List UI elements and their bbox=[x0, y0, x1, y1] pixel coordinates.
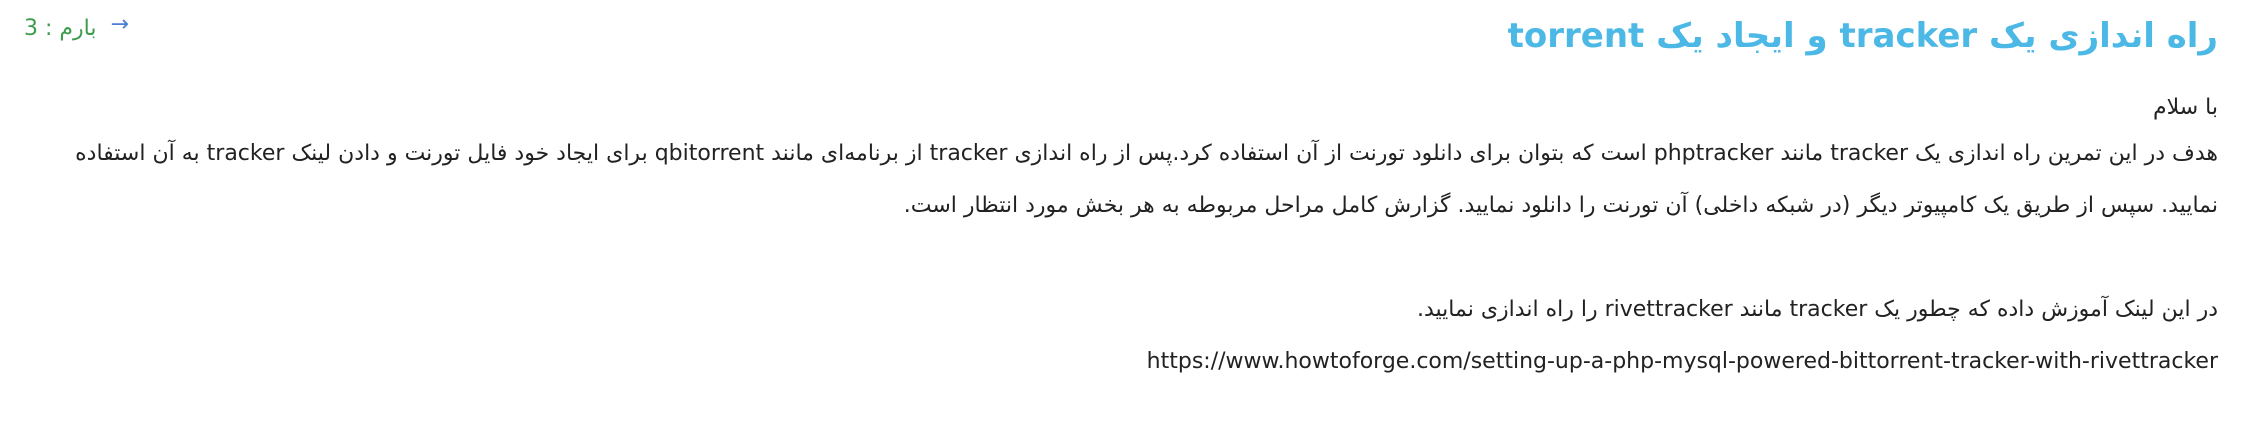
header bbox=[24, 12, 2218, 72]
greeting-text: با سلام bbox=[2152, 95, 2218, 120]
arrow-right-icon[interactable]: → bbox=[110, 12, 129, 38]
tutorial-paragraph: در این لینک آموزش داده که چطور یک tracker مانند rivettracker را راه اندازی نمایید. bbox=[1417, 297, 2218, 322]
assignment-content bbox=[24, 88, 2218, 388]
paragraph-spacer bbox=[24, 232, 2218, 284]
grade-label: بارم : 3 bbox=[24, 16, 97, 41]
grade-container bbox=[24, 12, 129, 42]
tutorial-link[interactable]: https://www.howtoforge.com/setting-up-a-php-mysql-powered-bittorrent-tracker-with-rivettracker bbox=[1146, 349, 2218, 374]
description-paragraph: هدف در این تمرین راه اندازی یک tracker مانند phptracker است که بتوان برای دانلود تورنت از آن استفاده کرد.پس از راه اندازی tracker از برنامه‌ای مانند qbitorrent برای ایجاد خود فایل تورنت و دادن لینک tracker به آن استفاده نمایید. سپس از طریق یک کامپیوتر دیگر (در شبکه داخلی) آن تورنت را دانلود نمایید. گزارش کامل مراحل مربوطه به هر بخش مورد انتظار است. bbox=[75, 141, 2218, 218]
page-title: راه اندازی یک tracker و ایجاد یک torrent bbox=[1507, 16, 2218, 56]
